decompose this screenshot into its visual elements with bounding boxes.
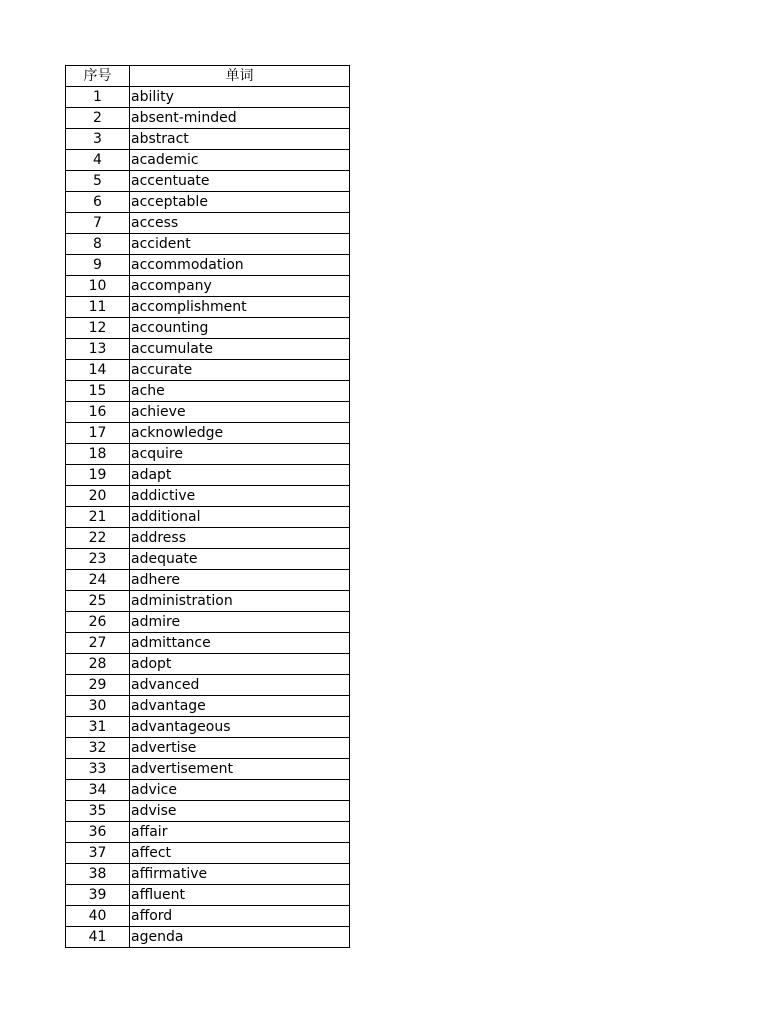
vocabulary-sheet (65, 65, 349, 948)
row-number: 11 (66, 297, 130, 318)
row-word: accumulate (130, 339, 350, 360)
row-number: 25 (66, 591, 130, 612)
table-row (66, 444, 350, 465)
table-row (66, 381, 350, 402)
row-word: affluent (130, 885, 350, 906)
row-number: 3 (66, 129, 130, 150)
table-row (66, 801, 350, 822)
header-word: 单词 (130, 66, 350, 87)
row-word: affect (130, 843, 350, 864)
row-number: 12 (66, 318, 130, 339)
table-row (66, 360, 350, 381)
table-row (66, 465, 350, 486)
table-row (66, 255, 350, 276)
table-row (66, 318, 350, 339)
table-row (66, 717, 350, 738)
row-word: acknowledge (130, 423, 350, 444)
row-word: accompany (130, 276, 350, 297)
row-number: 18 (66, 444, 130, 465)
table-row (66, 780, 350, 801)
table-row (66, 675, 350, 696)
row-number: 13 (66, 339, 130, 360)
row-word: address (130, 528, 350, 549)
table-row (66, 906, 350, 927)
row-word: academic (130, 150, 350, 171)
table-row (66, 150, 350, 171)
row-number: 14 (66, 360, 130, 381)
row-word: acquire (130, 444, 350, 465)
table-row (66, 822, 350, 843)
table-row (66, 297, 350, 318)
table-body (66, 87, 350, 948)
row-word: accommodation (130, 255, 350, 276)
row-word: advice (130, 780, 350, 801)
row-number: 9 (66, 255, 130, 276)
row-number: 4 (66, 150, 130, 171)
row-number: 31 (66, 717, 130, 738)
row-word: adequate (130, 549, 350, 570)
table-row (66, 213, 350, 234)
table-row (66, 654, 350, 675)
table-row (66, 885, 350, 906)
row-number: 20 (66, 486, 130, 507)
row-number: 16 (66, 402, 130, 423)
row-word: advise (130, 801, 350, 822)
row-number: 33 (66, 759, 130, 780)
table-row (66, 738, 350, 759)
row-word: access (130, 213, 350, 234)
row-word: affirmative (130, 864, 350, 885)
table-row (66, 528, 350, 549)
header-number: 序号 (66, 66, 130, 87)
table-row (66, 612, 350, 633)
row-number: 21 (66, 507, 130, 528)
table-row (66, 633, 350, 654)
table-row (66, 423, 350, 444)
row-number: 37 (66, 843, 130, 864)
row-number: 1 (66, 87, 130, 108)
row-word: agenda (130, 927, 350, 948)
row-number: 26 (66, 612, 130, 633)
table-row (66, 696, 350, 717)
row-word: advertisement (130, 759, 350, 780)
row-word: advanced (130, 675, 350, 696)
table-row (66, 570, 350, 591)
row-word: achieve (130, 402, 350, 423)
row-word: ability (130, 87, 350, 108)
row-number: 7 (66, 213, 130, 234)
table-row (66, 234, 350, 255)
row-word: accentuate (130, 171, 350, 192)
row-number: 27 (66, 633, 130, 654)
table-row (66, 192, 350, 213)
row-word: adopt (130, 654, 350, 675)
table-row (66, 591, 350, 612)
row-word: adapt (130, 465, 350, 486)
table-row (66, 486, 350, 507)
row-number: 22 (66, 528, 130, 549)
row-word: advantage (130, 696, 350, 717)
table-row (66, 171, 350, 192)
row-word: affair (130, 822, 350, 843)
row-word: additional (130, 507, 350, 528)
row-word: adhere (130, 570, 350, 591)
row-number: 15 (66, 381, 130, 402)
row-number: 39 (66, 885, 130, 906)
row-number: 2 (66, 108, 130, 129)
row-number: 19 (66, 465, 130, 486)
row-word: admittance (130, 633, 350, 654)
table-row (66, 276, 350, 297)
row-word: addictive (130, 486, 350, 507)
table-row (66, 864, 350, 885)
row-word: accounting (130, 318, 350, 339)
row-word: accident (130, 234, 350, 255)
row-number: 34 (66, 780, 130, 801)
row-number: 6 (66, 192, 130, 213)
table-row (66, 843, 350, 864)
row-number: 10 (66, 276, 130, 297)
row-number: 30 (66, 696, 130, 717)
row-number: 41 (66, 927, 130, 948)
table-row (66, 108, 350, 129)
row-number: 29 (66, 675, 130, 696)
row-word: admire (130, 612, 350, 633)
table-row (66, 129, 350, 150)
row-number: 8 (66, 234, 130, 255)
row-word: abstract (130, 129, 350, 150)
row-number: 40 (66, 906, 130, 927)
row-word: absent-minded (130, 108, 350, 129)
table-row (66, 549, 350, 570)
table-row (66, 402, 350, 423)
row-number: 32 (66, 738, 130, 759)
row-number: 5 (66, 171, 130, 192)
table-row (66, 87, 350, 108)
row-number: 36 (66, 822, 130, 843)
row-number: 23 (66, 549, 130, 570)
row-number: 17 (66, 423, 130, 444)
row-number: 35 (66, 801, 130, 822)
table-row (66, 927, 350, 948)
table-row (66, 339, 350, 360)
row-word: acceptable (130, 192, 350, 213)
row-word: afford (130, 906, 350, 927)
row-word: administration (130, 591, 350, 612)
table-header-row (66, 66, 350, 87)
row-word: advantageous (130, 717, 350, 738)
row-number: 28 (66, 654, 130, 675)
table-row (66, 507, 350, 528)
row-word: advertise (130, 738, 350, 759)
table-row (66, 759, 350, 780)
row-word: accurate (130, 360, 350, 381)
row-number: 38 (66, 864, 130, 885)
row-number: 24 (66, 570, 130, 591)
row-word: accomplishment (130, 297, 350, 318)
vocabulary-table (65, 65, 350, 948)
row-word: ache (130, 381, 350, 402)
